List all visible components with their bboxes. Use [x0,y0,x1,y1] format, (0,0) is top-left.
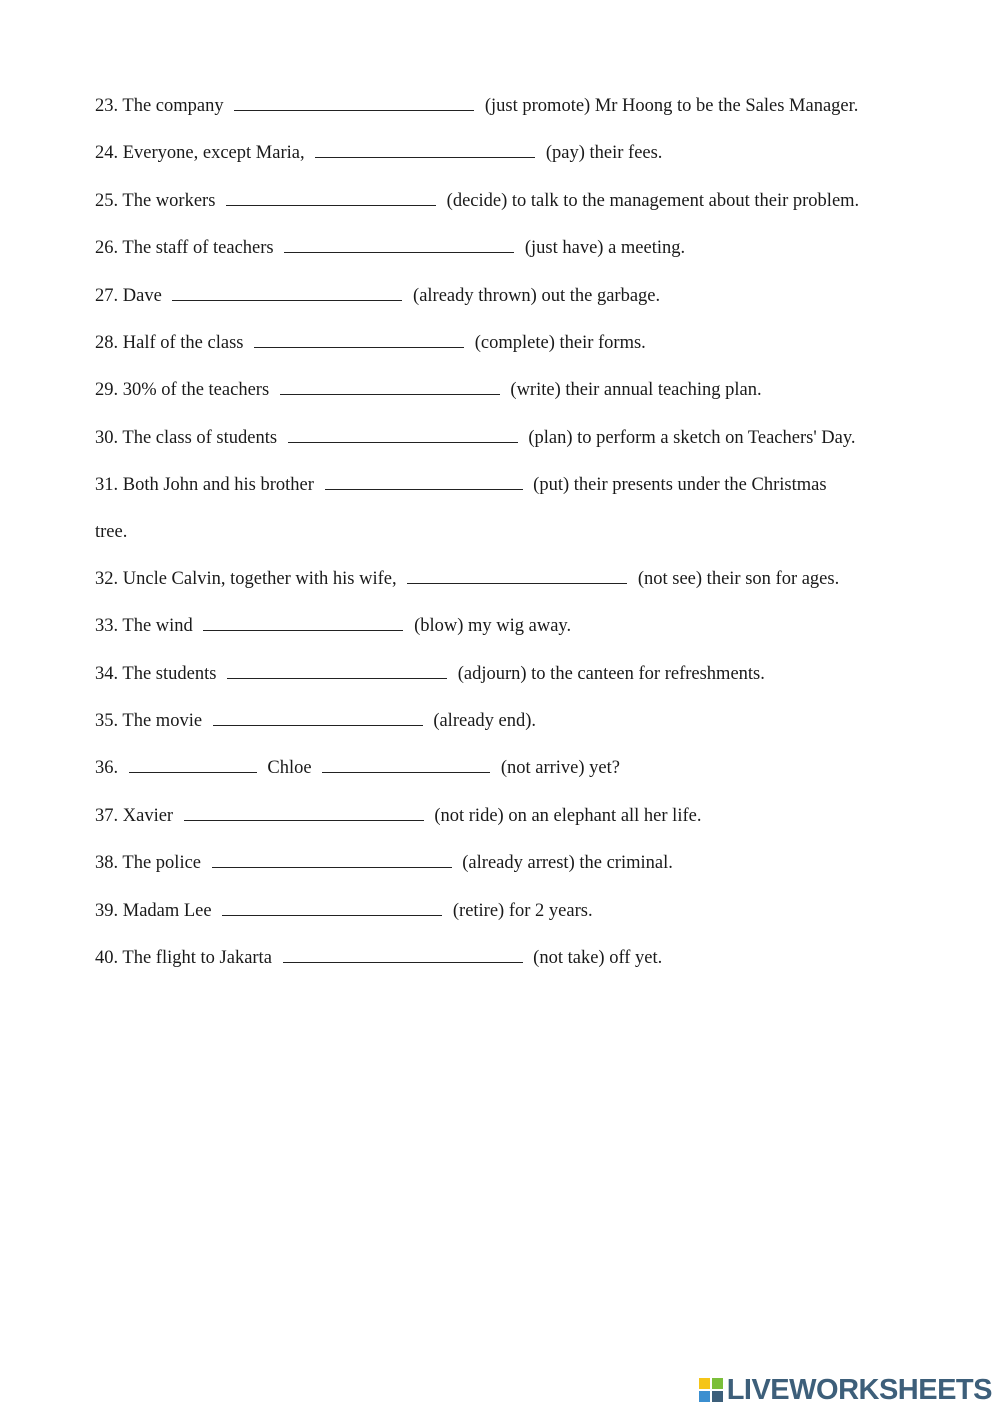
question-text-before: The company [122,96,224,116]
question-text-after: (complete) their forms. [474,332,646,353]
question-text-before: The police [122,853,202,874]
question-text-before: Half of the class [122,332,244,353]
question-line [95,520,915,544]
brand-name: LIVEWORKSHEETS [726,1373,992,1406]
answer-blank[interactable] [407,566,627,584]
answer-blank[interactable] [172,283,402,301]
question-number: 25. [95,190,119,211]
question-number: 33. [95,616,119,637]
answer-blank[interactable] [315,140,535,158]
question-number: 26. [95,238,119,259]
question-text-after: Chloe [267,758,312,779]
question-text-before: The wind [122,616,193,637]
question-text-before: Both John and his brother [122,475,314,496]
question-line [95,140,915,165]
question-text-after: (already thrown) out the garbage. [413,285,661,306]
answer-blank[interactable] [280,377,500,395]
question-line [95,425,915,450]
question-line [95,945,915,970]
question-line [95,283,915,308]
answer-blank[interactable] [213,708,423,726]
question-number: 30. [95,427,119,448]
question-line [95,472,915,497]
question-number: 36. [95,758,119,779]
question-text-after: (not take) off yet. [533,948,663,969]
answer-blank[interactable] [288,425,518,443]
question-text-after: (already end). [433,711,537,732]
question-text-before: The workers [122,190,216,211]
question-line [95,235,915,260]
question-text-before: Everyone, except Maria, [122,143,305,164]
answer-blank[interactable] [184,803,424,821]
question-text-before: The movie [122,711,203,732]
question-line [95,377,915,402]
question-number: 31. [95,475,119,496]
question-text-before: Uncle Calvin, together with his wife, [122,568,397,589]
question-text-after: (not see) their son for ages. [637,568,840,589]
question-number: 40. [95,948,119,969]
question-text-before: Dave [122,285,162,306]
answer-blank[interactable] [325,472,523,490]
question-text-after: (retire) for 2 years. [452,900,593,921]
question-text-before: Madam Lee [122,900,212,921]
liveworksheets-brand [698,1375,992,1405]
question-line [95,661,915,686]
question-text-after: (write) their annual teaching plan. [510,380,762,401]
liveworksheets-logo-icon [698,1377,724,1403]
question-line [95,93,915,118]
answer-blank[interactable] [227,661,447,679]
answer-blank[interactable] [129,755,257,773]
worksheet-questions [95,93,915,992]
answer-blank[interactable] [322,755,490,773]
answer-blank[interactable] [222,898,442,916]
question-line [95,755,915,780]
question-text-after: (not ride) on an elephant all her life. [434,805,702,826]
question-text-before: Xavier [122,805,174,826]
answer-blank[interactable] [226,188,436,206]
question-number: 35. [95,711,119,732]
question-line [95,613,915,638]
question-text-after: (decide) to talk to the management about their problem. [446,190,860,211]
question-text-after: (just have) a meeting. [524,238,686,259]
question-line [95,188,915,213]
question-text-before: tree. [95,521,128,542]
question-number: 24. [95,143,119,164]
answer-blank[interactable] [254,330,464,348]
question-line [95,330,915,355]
answer-blank[interactable] [283,945,523,963]
question-text-after: (blow) my wig away. [414,616,572,637]
question-text-before: 30% of the teachers [122,380,270,401]
question-text-after: (already arrest) the criminal. [462,853,673,874]
question-number: 38. [95,853,119,874]
question-line [95,566,915,591]
question-line [95,708,915,733]
question-text-after: (adjourn) to the canteen for refreshments. [457,663,765,684]
question-number: 37. [95,805,119,826]
question-text-after: (not arrive) yet? [500,758,620,779]
question-line [95,803,915,828]
question-text-after: (just promote) Mr Hoong to be the Sales Manager. [484,96,859,116]
question-line [95,850,915,875]
answer-blank[interactable] [203,613,403,631]
question-line [95,898,915,923]
question-text-before: The students [122,663,217,684]
answer-blank[interactable] [234,93,474,111]
question-number: 28. [95,332,119,353]
question-text-after: (plan) to perform a sketch on Teachers' Day. [528,427,856,448]
question-number: 39. [95,900,119,921]
answer-blank[interactable] [284,235,514,253]
question-number: 27. [95,285,119,306]
question-number: 23. [95,96,119,116]
question-number: 34. [95,663,119,684]
question-text-after: (put) their presents under the Christmas [533,475,827,496]
question-text-before: The class of students [122,427,278,448]
question-number: 32. [95,568,119,589]
question-text-before: The staff of teachers [122,238,274,259]
answer-blank[interactable] [212,850,452,868]
question-text-before: The flight to Jakarta [122,948,272,969]
question-text-after: (pay) their fees. [545,143,663,164]
question-number: 29. [95,380,119,401]
